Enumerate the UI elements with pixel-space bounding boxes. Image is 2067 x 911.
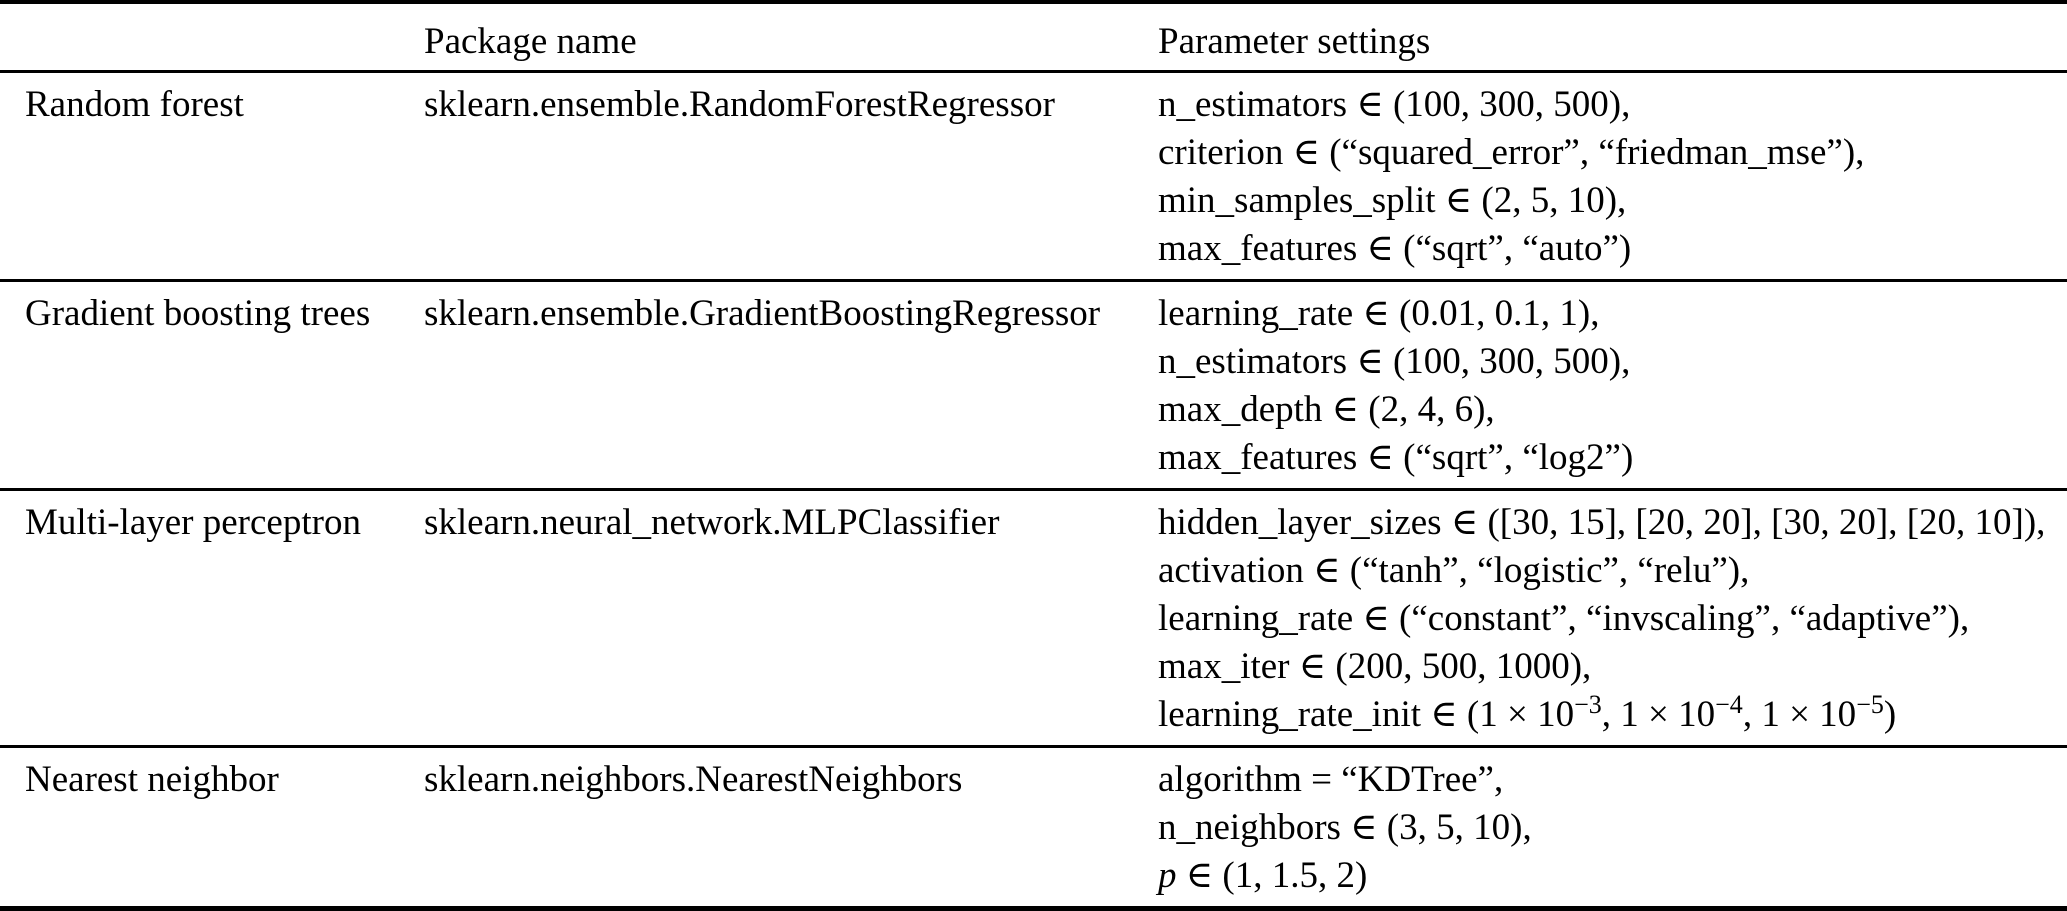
param-segment: −5 <box>1856 690 1884 719</box>
param-segment: n_estimators ∈ (100, 300, 500), <box>1158 84 1631 125</box>
param-segment: , 1 × 10 <box>1742 694 1857 735</box>
param-segment: learning_rate ∈ (0.01, 0.1, 1), <box>1158 293 1600 334</box>
param-line <box>1158 499 2059 547</box>
params-cell <box>1158 499 2067 739</box>
param-line <box>1158 338 2059 386</box>
param-segment: n_neighbors ∈ (3, 5, 10), <box>1158 807 1532 848</box>
header-model <box>0 18 424 70</box>
param-segment: activation ∈ (“tanh”, “logistic”, “relu”), <box>1158 550 1750 591</box>
param-segment: n_estimators ∈ (100, 300, 500), <box>1158 341 1631 382</box>
param-segment: learning_rate ∈ (“constant”, “invscaling”, “adaptive”), <box>1158 598 1970 639</box>
model-cell: Random forest <box>25 84 244 125</box>
param-segment: hidden_layer_sizes ∈ ([30, 15], [20, 20], [30, 20], [20, 10]), <box>1158 502 2046 543</box>
package-cell: sklearn.neural_network.MLPClassifier <box>424 502 1000 543</box>
param-line <box>1158 290 2059 338</box>
param-segment: max_features ∈ (“sqrt”, “auto”) <box>1158 228 1632 269</box>
param-line <box>1158 595 2059 643</box>
params-cell <box>1158 81 2067 273</box>
param-segment: max_iter ∈ (200, 500, 1000), <box>1158 646 1592 687</box>
param-segment: min_samples_split ∈ (2, 5, 10), <box>1158 180 1627 221</box>
param-line <box>1158 129 2059 177</box>
param-line <box>1158 177 2059 225</box>
param-line <box>1158 434 2059 482</box>
param-segment: criterion ∈ (“squared_error”, “friedman_mse”), <box>1158 132 1865 173</box>
package-cell: sklearn.ensemble.RandomForestRegressor <box>424 84 1055 125</box>
table-body <box>0 70 2067 906</box>
param-segment: max_depth ∈ (2, 4, 6), <box>1158 389 1495 430</box>
param-segment: , 1 × 10 <box>1601 694 1716 735</box>
param-line <box>1158 225 2059 273</box>
param-segment: ) <box>1883 694 1897 735</box>
param-segment: p <box>1158 855 1177 896</box>
model-cell: Nearest neighbor <box>25 759 279 800</box>
param-line <box>1158 547 2059 595</box>
table-row <box>0 279 2067 488</box>
param-line <box>1158 852 2059 900</box>
model-cell: Multi-layer perceptron <box>25 502 361 543</box>
table-header-row <box>0 4 2067 70</box>
param-segment: ∈ (1, 1.5, 2) <box>1176 855 1368 896</box>
param-line <box>1158 691 2059 739</box>
table-row <box>0 70 2067 279</box>
param-segment: algorithm = “KDTree”, <box>1158 759 1504 800</box>
param-line <box>1158 804 2059 852</box>
param-line <box>1158 81 2059 129</box>
table-row <box>0 745 2067 906</box>
param-segment: learning_rate_init ∈ (1 × 10 <box>1158 694 1575 735</box>
param-line <box>1158 643 2059 691</box>
param-segment: −3 <box>1574 690 1602 719</box>
package-cell: sklearn.neighbors.NearestNeighbors <box>424 759 963 800</box>
header-params: Parameter settings <box>1158 21 1431 62</box>
model-cell: Gradient boosting trees <box>25 293 371 334</box>
param-segment: −4 <box>1715 690 1743 719</box>
param-line <box>1158 756 2059 804</box>
params-cell <box>1158 290 2067 482</box>
params-cell <box>1158 756 2067 900</box>
table-row <box>0 488 2067 745</box>
package-cell: sklearn.ensemble.GradientBoostingRegressor <box>424 293 1101 334</box>
header-package: Package name <box>424 21 637 62</box>
param-segment: max_features ∈ (“sqrt”, “log2”) <box>1158 437 1634 478</box>
param-line <box>1158 386 2059 434</box>
